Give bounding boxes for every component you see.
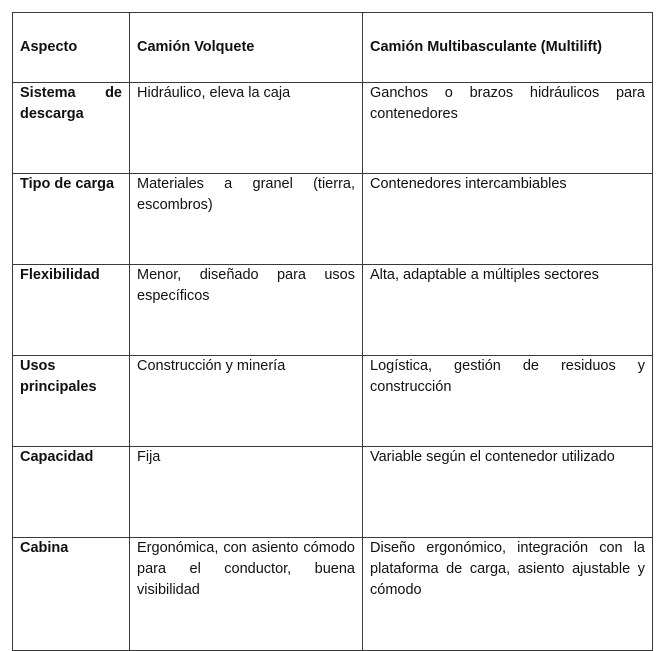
table-row — [13, 356, 653, 447]
row-volquete: Construcción y minería — [130, 356, 363, 447]
table-row — [13, 447, 653, 538]
row-multilift: Diseño ergonómico, integración con la plataforma de carga, asiento ajustable y cómodo — [363, 538, 653, 651]
row-volquete: Ergonómica, con asiento cómodo para el conductor, buena visibilidad — [130, 538, 363, 651]
row-aspect: Sistema de descarga — [13, 83, 130, 174]
row-aspect: Cabina — [13, 538, 130, 651]
table-row — [13, 265, 653, 356]
row-volquete: Materiales a granel (tierra, escombros) — [130, 174, 363, 265]
header-volquete: Camión Volquete — [130, 13, 363, 83]
table-row — [13, 174, 653, 265]
row-aspect: Capacidad — [13, 447, 130, 538]
row-multilift: Alta, adaptable a múltiples sectores — [363, 265, 653, 356]
row-volquete: Menor, diseñado para usos específicos — [130, 265, 363, 356]
comparison-table — [12, 12, 653, 651]
header-aspect: Aspecto — [13, 13, 130, 83]
header-row — [13, 13, 653, 83]
row-aspect: Flexibilidad — [13, 265, 130, 356]
row-volquete: Fija — [130, 447, 363, 538]
table-row — [13, 538, 653, 651]
row-aspect: Usos principales — [13, 356, 130, 447]
row-multilift: Variable según el contenedor utilizado — [363, 447, 653, 538]
header-multilift: Camión Multibasculante (Multilift) — [363, 13, 653, 83]
row-aspect: Tipo de carga — [13, 174, 130, 265]
table-row — [13, 83, 653, 174]
row-multilift: Contenedores intercambiables — [363, 174, 653, 265]
row-multilift: Ganchos o brazos hidráulicos para contenedores — [363, 83, 653, 174]
row-volquete: Hidráulico, eleva la caja — [130, 83, 363, 174]
row-multilift: Logística, gestión de residuos y construcción — [363, 356, 653, 447]
